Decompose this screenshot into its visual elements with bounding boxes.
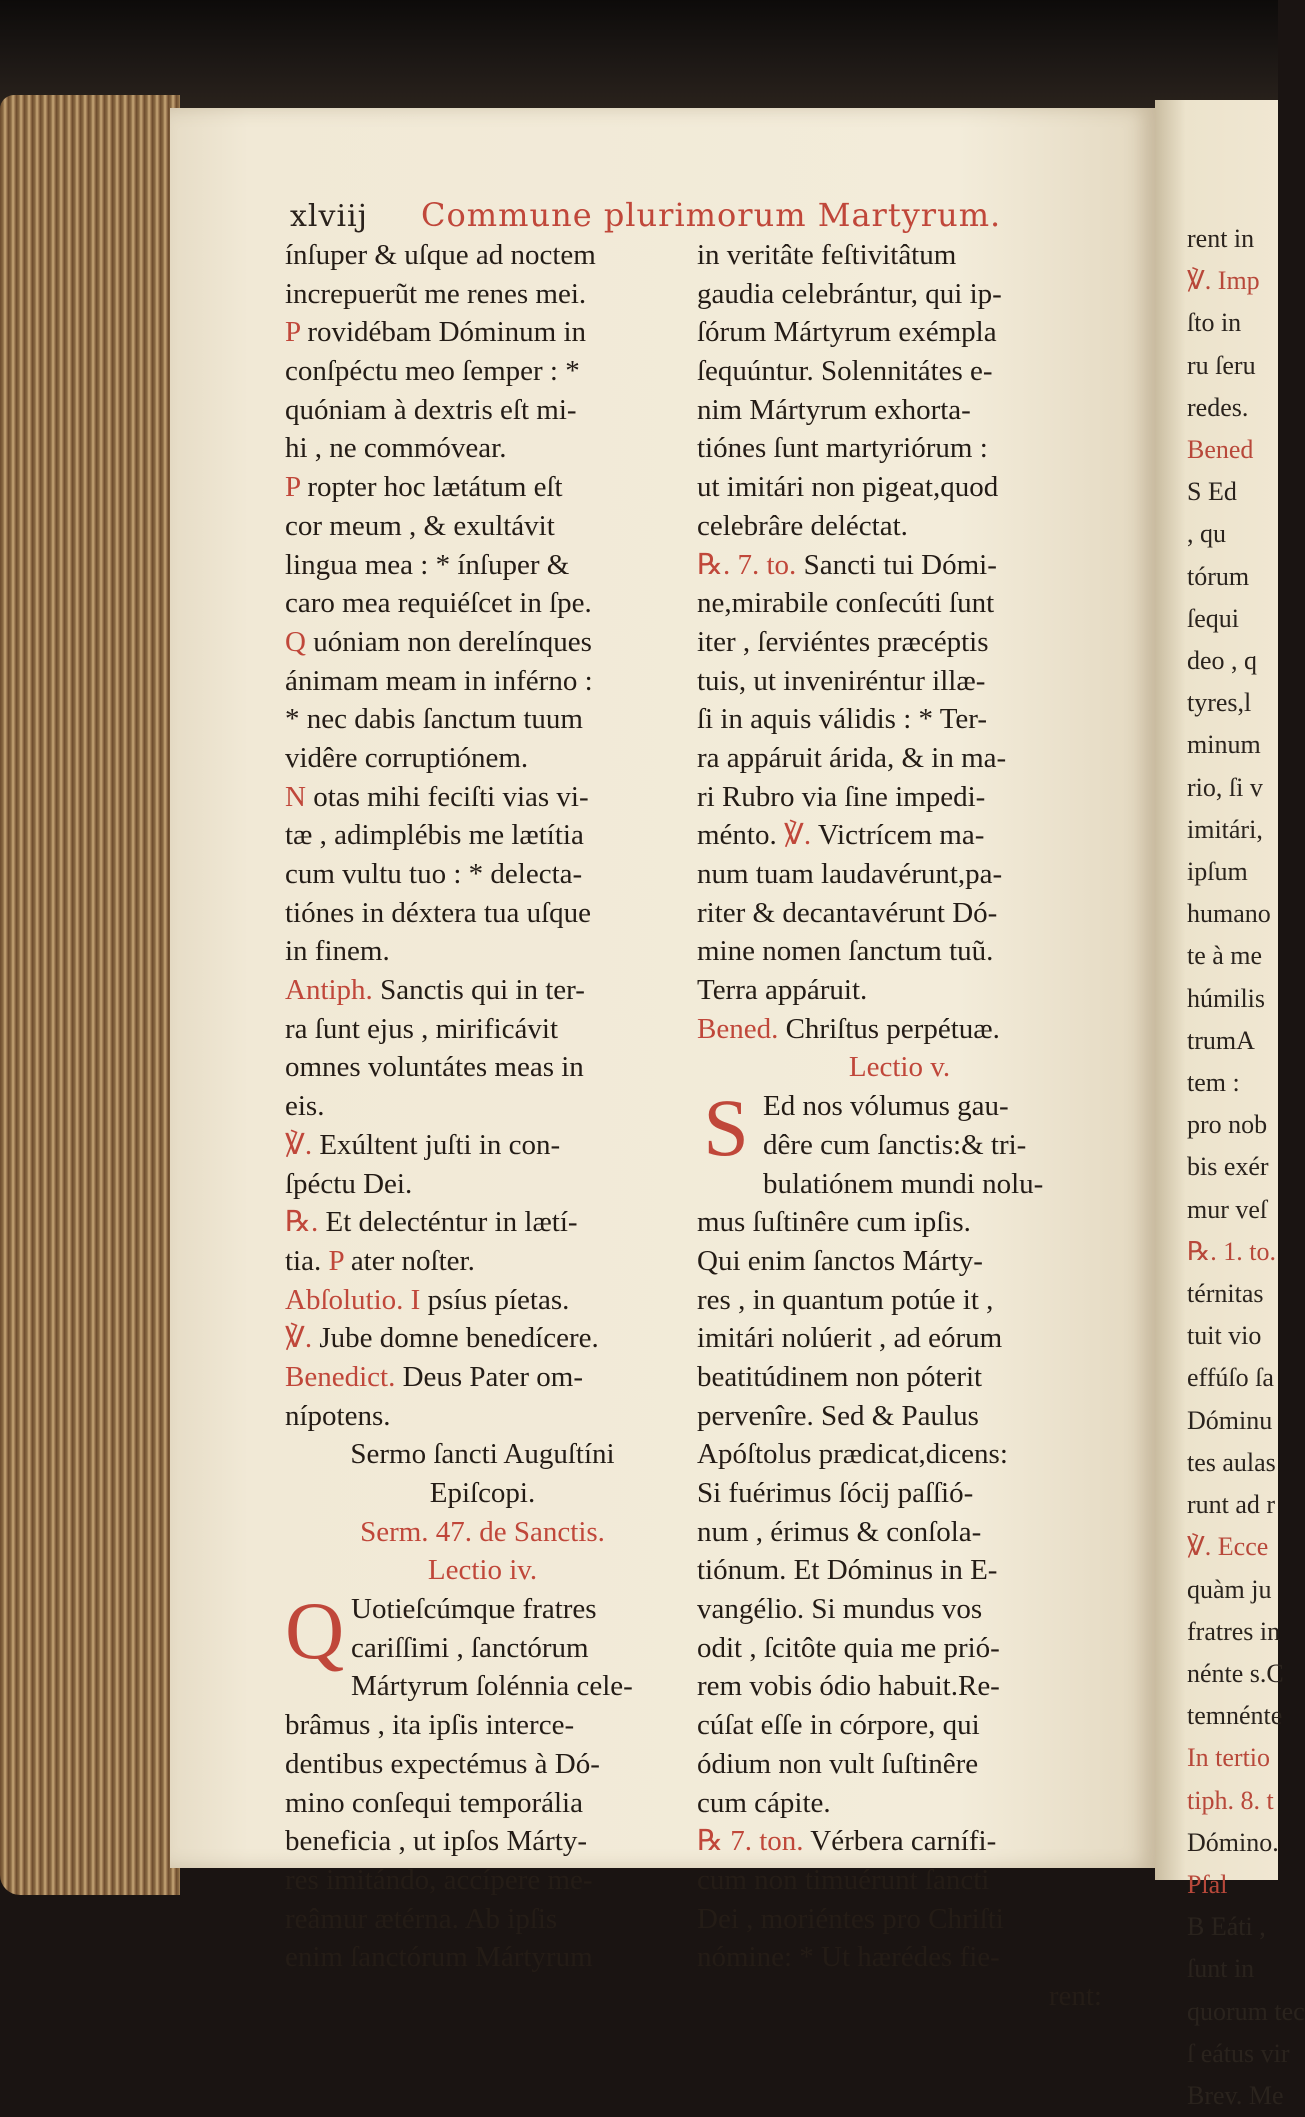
text-line: iter , ſerviéntes præcéptis [697, 625, 989, 658]
adjacent-page-line: Dóminu [1187, 1405, 1273, 1435]
adjacent-page-line: tyres,l [1187, 688, 1252, 718]
text-line [285, 1242, 680, 1281]
text-line: Epiſcopi. [429, 1477, 536, 1509]
text-line: tæ , adimplébis me lætítia [285, 819, 584, 852]
rubric-label: Abſolutio. I [285, 1283, 421, 1316]
text-line: enim ſanctórum Mártyrum [285, 1941, 593, 1974]
adjacent-page-line: ſ eátus vir [1187, 2038, 1290, 2068]
text-line [697, 1822, 1102, 1861]
running-title: Commune plurimorum Martyrum. [421, 196, 1002, 234]
text-line: res , in quantum potúe it , [697, 1283, 994, 1316]
line-text: Jube domne benedícere. [312, 1322, 599, 1355]
text-line: ſpéctu Dei. [285, 1167, 413, 1200]
rubric-label: ℣. [784, 819, 812, 852]
adjacent-page-line: pro nob [1187, 1110, 1268, 1140]
adjacent-page-line: In tertio [1187, 1743, 1271, 1773]
line-text: ropter hoc lætátum eſt [300, 471, 563, 504]
text-line: beneficia , ut ipſos Márty- [285, 1825, 587, 1858]
line-text: rovidébam Dóminum in [300, 316, 586, 349]
adjacent-page-line: tiph. 8. t [1187, 1785, 1274, 1815]
text-line: riter & decantavérunt Dó- [697, 896, 998, 929]
adjacent-page-line: térnitas [1187, 1279, 1264, 1309]
text-line [285, 313, 680, 352]
line-text: Victrícem ma- [811, 819, 985, 852]
text-line: hi , ne commóvear. [285, 432, 507, 465]
adjacent-page-line: rent in [1187, 224, 1255, 253]
line-text: tia. [285, 1244, 329, 1277]
text-line: Terra appáruit. [697, 974, 868, 1007]
adjacent-page-line: , qu [1187, 519, 1226, 549]
text-line: omnes voluntátes meas in [285, 1051, 584, 1084]
text-line: Serm. 47. de Sanctis. [360, 1515, 605, 1548]
adjacent-page-line: Dómino. [1187, 1827, 1279, 1857]
folio-number: xlviij [290, 199, 368, 234]
adjacent-page-line: quorum tec [1187, 1996, 1305, 2026]
text-line: vidêre corruptiónem. [285, 741, 529, 774]
text-line: rem vobis ódio habuit.Re- [697, 1670, 1000, 1703]
adjacent-page-line: húmilis [1187, 983, 1266, 1013]
adjacent-page-line: runt ad r [1187, 1490, 1276, 1520]
adjacent-page-line: ſto in [1187, 308, 1242, 338]
adjacent-page-line: S Ed [1187, 477, 1237, 507]
text-line: cor meum , & exultávit [285, 509, 555, 542]
text-line [285, 468, 680, 507]
adjacent-page-line: ru ſeru [1187, 350, 1256, 380]
rubric-label: P [328, 1244, 344, 1277]
text-line: Apóſtolus prædicat,dicens: [697, 1438, 1008, 1471]
adjacent-page-line: ſequi [1187, 603, 1239, 633]
drop-cap-letter: Q [285, 1585, 345, 1677]
adjacent-page-line: humano [1187, 899, 1271, 929]
text-line: odit , ſcitôte quia me prió- [697, 1631, 1000, 1664]
line-text: Vérbera carnífi- [803, 1825, 997, 1858]
text-line: cúſat eſſe in córpore, qui [697, 1709, 980, 1742]
adjacent-page-line: rio, ſi v [1187, 772, 1263, 802]
line-text: ménto. [697, 819, 784, 852]
adjacent-page-line: B Eáti , [1187, 1912, 1266, 1942]
text-line: Sermo ſancti Auguſtíni [350, 1438, 615, 1471]
adjacent-page-line: fratres in [1187, 1616, 1281, 1646]
text-line: quóniam à dextris eſt mi- [285, 393, 577, 426]
text-line: mino conſequi temporália [285, 1786, 583, 1819]
line-text: ater noſter. [343, 1244, 475, 1277]
text-line: lingua mea : * ínſuper & [285, 548, 570, 581]
text-line: * nec dabis ſanctum tuum [285, 703, 583, 736]
text-line: beatitúdinem non póterit [697, 1360, 983, 1393]
text-line: ínſuper & uſque ad noctem [285, 239, 596, 271]
adjacent-page-line: ſunt in [1187, 1954, 1255, 1984]
text-line: Ed nos vólumus gau- [763, 1090, 1009, 1123]
line-text: otas mihi feciſti vias vi- [305, 780, 589, 813]
adjacent-page-line: trumA [1187, 1025, 1255, 1055]
adjacent-page-line: temnénte [1187, 1701, 1283, 1731]
text-line: dentibus expectémus à Dó- [285, 1747, 600, 1780]
text-line: mine nomen ſanctum tuũ. [697, 935, 994, 968]
text-line: ódium non vult ſuſtinêre [697, 1747, 979, 1780]
text-line [285, 971, 680, 1010]
adjacent-page-line: te à me [1187, 941, 1263, 971]
text-line: ánimam meam in inférno : [285, 664, 593, 697]
text-line: ra appáruit árida, & in ma- [697, 741, 1007, 774]
line-text: Et delecténtur in lætí- [318, 1206, 578, 1239]
text-line: res imitándo, accípere me- [285, 1863, 593, 1896]
adjacent-page [1155, 100, 1305, 2110]
text-line: mus ſuſtinêre cum ipſis. [697, 1206, 971, 1239]
line-text: Sanctis qui in ter- [372, 974, 585, 1007]
rubric-label: ℞. 7. to. [697, 548, 797, 581]
text-line: Uotieſcúmque fratres [351, 1593, 597, 1626]
text-line: num tuam laudavérunt,pa- [697, 858, 1003, 890]
text-line: eis. [285, 1090, 325, 1123]
text-line: nípotens. [285, 1399, 391, 1432]
text-line: bulatiónem mundi nolu- [763, 1167, 1044, 1200]
text-line: celebrâre deléctat. [697, 509, 908, 542]
rubric-label: ℣. [285, 1322, 313, 1355]
text-line: nómine: * Ut hærédes fie- [697, 1941, 1000, 1974]
right-column [697, 236, 1102, 2016]
adjacent-page-line: tuit vio [1187, 1321, 1262, 1351]
rubric-label: ℞ 7. ton. [697, 1825, 804, 1858]
background-top [0, 0, 1278, 110]
line-text: Sancti tui Dómi- [796, 548, 997, 581]
text-line [285, 1203, 680, 1242]
adjacent-page-line: quàm ju [1187, 1574, 1272, 1604]
text-line: in veritâte feſtivitâtum [697, 239, 957, 271]
red-initial: N [285, 780, 306, 813]
text-line [285, 778, 680, 817]
text-line: increpuerũt me renes mei. [285, 277, 587, 310]
text-line: Lectio v. [848, 1051, 951, 1084]
left-column [285, 236, 680, 1977]
adjacent-page-line: nénte s.C [1187, 1658, 1284, 1688]
adjacent-page-line: Pſal [1187, 1869, 1228, 1899]
adjacent-page-line: tórum [1187, 561, 1250, 591]
text-line: ſequúntur. Solennitátes e- [697, 355, 993, 388]
text-line: ſórum Mártyrum exémpla [697, 316, 997, 349]
text-line: conſpéctu meo ſemper : * [285, 355, 580, 388]
text-line: ne,mirabile conſecúti ſunt [697, 587, 995, 620]
text-line [285, 1126, 680, 1165]
adjacent-page-line: redes. [1187, 392, 1249, 422]
text-line: num , érimus & conſola- [697, 1515, 982, 1548]
line-text: Chriſtus perpétuæ. [778, 1012, 1000, 1045]
text-line: caro mea requiéſcet in ſpe. [285, 587, 592, 620]
text-line: brâmus , ita ipſis interce- [285, 1709, 575, 1742]
text-line: gaudia celebrántur, qui ip- [697, 277, 1002, 310]
adjacent-page-line: effúſo ſa [1187, 1363, 1274, 1393]
adjacent-page-line: ℣. Imp [1187, 266, 1260, 296]
text-line: cum non timuérunt ſancti [697, 1863, 990, 1896]
text-line: nim Mártyrum exhorta- [697, 393, 971, 426]
adjacent-page-line: imitári, [1187, 814, 1263, 844]
adjacent-page-text [1155, 218, 1305, 2117]
text-line: tiónes ſunt martyriórum : [697, 432, 988, 465]
adjacent-page-line: tes aulas [1187, 1447, 1276, 1477]
red-initial: P [285, 316, 301, 349]
line-text: Deus Pater om- [395, 1360, 583, 1393]
line-text: uóniam non derelínques [305, 625, 592, 658]
adjacent-page-line: ℣. Ecce [1187, 1532, 1269, 1562]
text-line [285, 1358, 680, 1397]
text-line: Mártyrum ſolénnia cele- [351, 1670, 633, 1703]
adjacent-page-line: mur veſ [1187, 1194, 1268, 1224]
text-line: vangélio. Si mundus vos [697, 1593, 983, 1626]
text-line: Qui enim ſanctos Márty- [697, 1244, 983, 1277]
adjacent-page-line: minum [1187, 730, 1261, 760]
adjacent-page-line: bis exér [1187, 1152, 1269, 1182]
line-text: psíus píetas. [420, 1283, 570, 1316]
rubric-label: Bened. [697, 1012, 779, 1045]
text-line: cum cápite. [697, 1786, 831, 1819]
text-line [697, 546, 1102, 585]
text-line: ri Rubro via ſine impedi- [697, 780, 986, 813]
text-line [285, 623, 680, 662]
text-line: imitári nolúerit , ad eórum [697, 1322, 1003, 1355]
adjacent-page-line: ℞. 1. to. [1187, 1236, 1277, 1266]
text-line [697, 816, 1102, 855]
rubric-label: Benedict. [285, 1360, 396, 1393]
text-line: reâmur ætérna. Ab ipſis [285, 1902, 558, 1935]
rubric-label: ℞. [285, 1206, 319, 1239]
text-line: tiónes in déxtera tua uſque [285, 896, 592, 929]
text-line: in finem. [285, 935, 390, 968]
text-line: Si fuérimus ſócij paſſió- [697, 1477, 974, 1509]
text-line: cum vultu tuo : * delecta- [285, 858, 583, 890]
text-line: ut imitári non pigeat,quod [697, 471, 999, 504]
drop-cap-letter: S [703, 1082, 749, 1174]
text-line: ra ſunt ejus , mirificávit [285, 1012, 559, 1045]
text-line: tuis, ut inveniréntur illæ- [697, 664, 986, 697]
adjacent-page-line: ipſum [1187, 857, 1248, 887]
text-line: Lectio iv. [427, 1554, 538, 1587]
text-line: rent: [1048, 1979, 1102, 2012]
red-initial: P [285, 471, 301, 504]
text-line [697, 1010, 1102, 1049]
adjacent-page-line: deo , q [1187, 646, 1258, 676]
rubric-label: Antiph. [285, 974, 373, 1007]
text-line: ſi in aquis válidis : * Ter- [697, 703, 988, 736]
text-line: cariſſimi , ſanctórum [351, 1631, 589, 1664]
drop-cap-paragraph [697, 1082, 1102, 1174]
drop-cap-paragraph [285, 1585, 680, 1677]
page-header [290, 196, 1050, 236]
text-line: tiónum. Et Dóminus in E- [697, 1554, 998, 1587]
text-line [285, 1319, 680, 1358]
text-line: dêre cum ſanctis:& tri- [763, 1128, 1027, 1161]
book-page-edges [0, 95, 180, 1895]
adjacent-page-line: Bened [1187, 435, 1254, 465]
adjacent-page-line: Brev. Me [1187, 2080, 1284, 2110]
text-line [285, 1281, 680, 1320]
adjacent-page-line: tem : [1187, 1068, 1240, 1098]
text-line: pervenîre. Sed & Paulus [697, 1399, 979, 1432]
red-initial: Q [285, 625, 306, 658]
line-text: Exúltent juſti in con- [312, 1128, 561, 1161]
text-line: Dei , moriéntes pro Chriſti [697, 1902, 1004, 1935]
rubric-label: ℣. [285, 1128, 313, 1161]
